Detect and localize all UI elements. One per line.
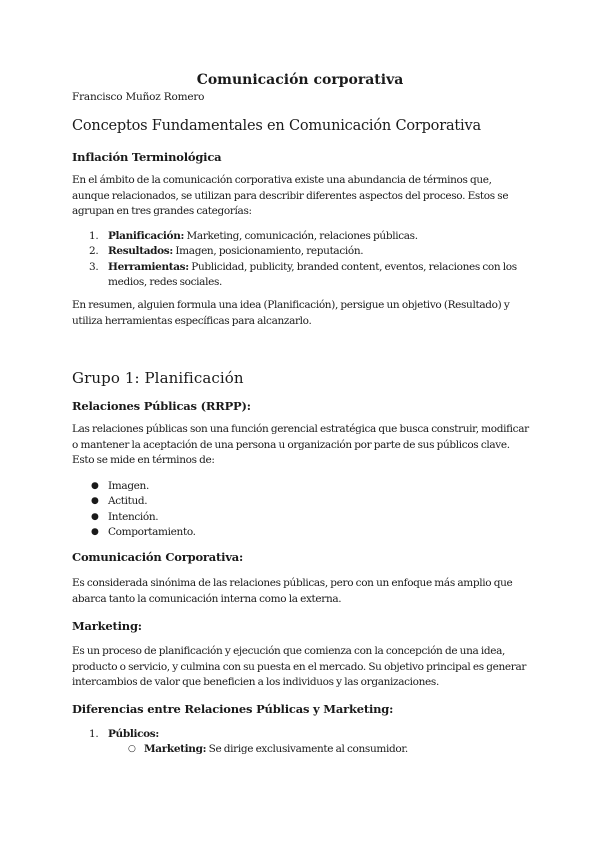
list-item: ● Actitud.: [91, 495, 148, 508]
list-item: 1. Públicos:: [89, 728, 159, 740]
subheading-corporate-communication: Comunicación Corporativa:: [72, 550, 244, 564]
list-item: ● Intención.: [91, 510, 159, 523]
list-item: 3. Herramientas: Publicidad, publicity, branded content, eventos, relaciones con los medios, redes sociales.: [89, 260, 517, 288]
list-item: 2. Resultados: Imagen, posicionamiento, reputación.: [89, 245, 364, 258]
intro-paragraph: En el ámbito de la comunicación corporativa existe una abundancia de términos que, aunque relacionados, se utilizan para describir diferentes aspectos del proceso. Estos se agrupan en tres grandes categorías:: [72, 174, 509, 217]
list-item: 1. Planificación: Marketing, comunicación, relaciones públicas.: [89, 230, 418, 242]
sub-list-item: ○ Marketing: Se dirige exclusivamente al consumidor.: [128, 743, 408, 756]
summary-paragraph: En resumen, alguien formula una idea (Planificación), persigue un objetivo (Resultado) y utiliza herramientas específicas para alcanzarlo.: [72, 299, 510, 327]
author-name: Francisco Muñoz Romero: [72, 91, 205, 103]
list-item: ● Imagen.: [91, 480, 149, 492]
marketing-paragraph: Es un proceso de planificación y ejecución que comienza con la concepción de una idea, producto o servicio, y culmina con su puesta en el mercado. Su objetivo principal es generar intercambios de valor que beneficien a los individuos y las organizaciones.: [72, 645, 527, 688]
rrpp-paragraph: Las relaciones públicas son una función gerencial estratégica que busca construir, modificar o mantener la aceptación de una persona u organización por parte de sus públicos clave. Esto se mide en términos de:: [72, 423, 529, 466]
list-item: ● Comportamiento.: [91, 525, 196, 538]
subheading-rrpp: Relaciones Públicas (RRPP):: [72, 399, 251, 413]
subheading-marketing: Marketing:: [72, 619, 142, 633]
section-heading-fundamentals: Conceptos Fundamentales en Comunicación Corporativa: [72, 118, 481, 134]
categories-list: [72, 229, 532, 290]
rrpp-bullets: [72, 479, 532, 540]
subheading-inflation: Inflación Terminológica: [72, 150, 222, 164]
corporate-communication-paragraph: Es considerada sinónima de las relaciones públicas, pero con un enfoque más amplio que abarca tanto la comunicación interna como la externa.: [72, 577, 513, 605]
differences-list: [72, 727, 532, 758]
document-title: Comunicación corporativa: [196, 72, 404, 88]
section-heading-group1: Grupo 1: Planificación: [72, 369, 244, 387]
subheading-differences: Diferencias entre Relaciones Públicas y Marketing:: [72, 702, 394, 716]
